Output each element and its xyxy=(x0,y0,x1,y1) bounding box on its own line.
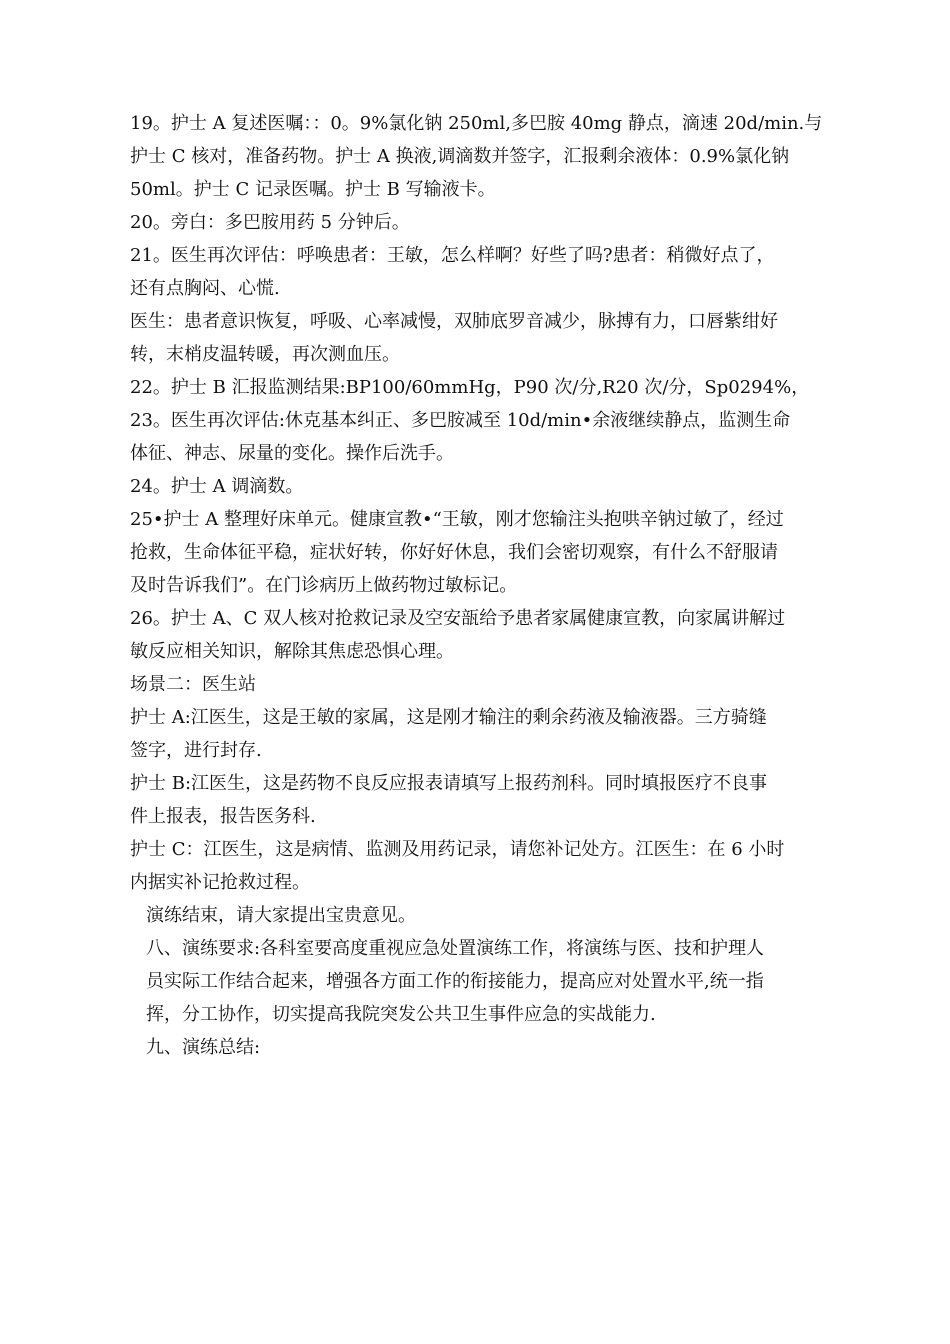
text-line: 签字，进行封存. xyxy=(130,740,262,761)
paragraph-25 xyxy=(130,503,830,602)
document-body xyxy=(130,107,830,1064)
text-line: 转，末梢皮温转暖，再次测血压。 xyxy=(130,344,400,365)
text-line: 23。医生再次评估:休克基本纠正、多巴胺减至 10d/min•余液继续静点，监测生命 xyxy=(130,410,791,431)
text-line: 体征、神志、尿量的变化。操作后洗手。 xyxy=(130,443,454,464)
paragraph-nurse-b xyxy=(130,767,830,833)
text-line: 演练结束，请大家提出宝贵意见。 xyxy=(146,905,416,926)
paragraph-20 xyxy=(130,206,830,239)
text-line: 26。护士 A、C 双人核对抢救记录及空安瓿给予患者家属健康宣教，向家属讲解过 xyxy=(130,608,786,629)
text-line: 22。护士 B 汇报监测结果:BP100/60mmHg，P90 次/分,R20 次/分，Sp0294%， xyxy=(130,377,810,398)
text-line: 护士 A:江医生，这是王敏的家属，这是刚才输注的剩余药液及输液器。三方骑缝 xyxy=(130,707,767,728)
text-line: 19。护士 A 复述医嘱：：0。9%氯化钠 250ml,多巴胺 40mg 静点，滴速 20d/min.与 xyxy=(130,113,823,134)
paragraph-drill-end xyxy=(130,899,830,932)
paragraph-24 xyxy=(130,470,830,503)
text-line: 还有点胸闷、心慌. xyxy=(130,278,280,299)
text-line: 敏反应相关知识，解除其焦虑恐惧心理。 xyxy=(130,641,454,662)
paragraph-22 xyxy=(130,371,830,404)
text-line: 25•护士 A 整理好床单元。健康宣教•“王敏，刚才您输注头抱哄辛钠过敏了，经过 xyxy=(130,509,784,530)
text-line: 医生：患者意识恢复，呼吸、心率减慢，双肺底罗音减少，脉搏有力，口唇紫绀好 xyxy=(130,311,778,332)
text-line: 24。护士 A 调滴数。 xyxy=(130,476,304,497)
text-line: 员实际工作结合起来，增强各方面工作的衔接能力，提高应对处置水平,统一指 xyxy=(146,971,764,992)
text-line: 抢救，生命体征平稳，症状好转，你好好休息，我们会密切观察，有什么不舒服请 xyxy=(130,542,778,563)
text-line: 九、演练总结: xyxy=(146,1037,261,1058)
section-eight-requirements xyxy=(130,932,830,1031)
text-line: 20。旁白：多巴胺用药 5 分钟后。 xyxy=(130,212,410,233)
text-line: 护士 C：江医生，这是病情、监测及用药记录，请您补记处方。江医生：在 6 小时 xyxy=(130,839,785,860)
text-line: 护士 B:江医生，这是药物不良反应报表请填写上报药剂科。同时填报医疗不良事 xyxy=(130,773,768,794)
text-line: 护士 C 核对，准备药物。护士 A 换液,调滴数并签字，汇报剩余液体：0.9%氯化钠 xyxy=(130,146,790,167)
text-line: 场景二：医生站 xyxy=(130,674,256,695)
paragraph-23 xyxy=(130,404,830,470)
paragraph-doctor-assessment xyxy=(130,305,830,371)
text-line: 八、演练要求:各科室要高度重视应急处置演练工作，将演练与医、技和护理人 xyxy=(146,938,765,959)
text-line: 内据实补记抢救过程。 xyxy=(130,872,310,893)
paragraph-19 xyxy=(130,107,830,206)
paragraph-nurse-a xyxy=(130,701,830,767)
paragraph-21 xyxy=(130,239,830,305)
text-line: 挥，分工协作，切实提高我院突发公共卫生事件应急的实战能力. xyxy=(146,1004,656,1025)
text-line: 及时告诉我们”。在门诊病历上做药物过敏标记。 xyxy=(130,575,518,596)
paragraph-26 xyxy=(130,602,830,668)
section-nine-summary xyxy=(130,1031,830,1064)
text-line: 50ml。护士 C 记录医嘱。护士 B 写输液卡。 xyxy=(130,179,496,200)
text-line: 21。医生再次评估：呼唤患者：王敏，怎么样啊？好些了吗?患者：稍微好点了， xyxy=(130,245,775,266)
paragraph-nurse-c xyxy=(130,833,830,899)
scene-two-heading xyxy=(130,668,830,701)
text-line: 件上报表，报告医务科. xyxy=(130,806,316,827)
